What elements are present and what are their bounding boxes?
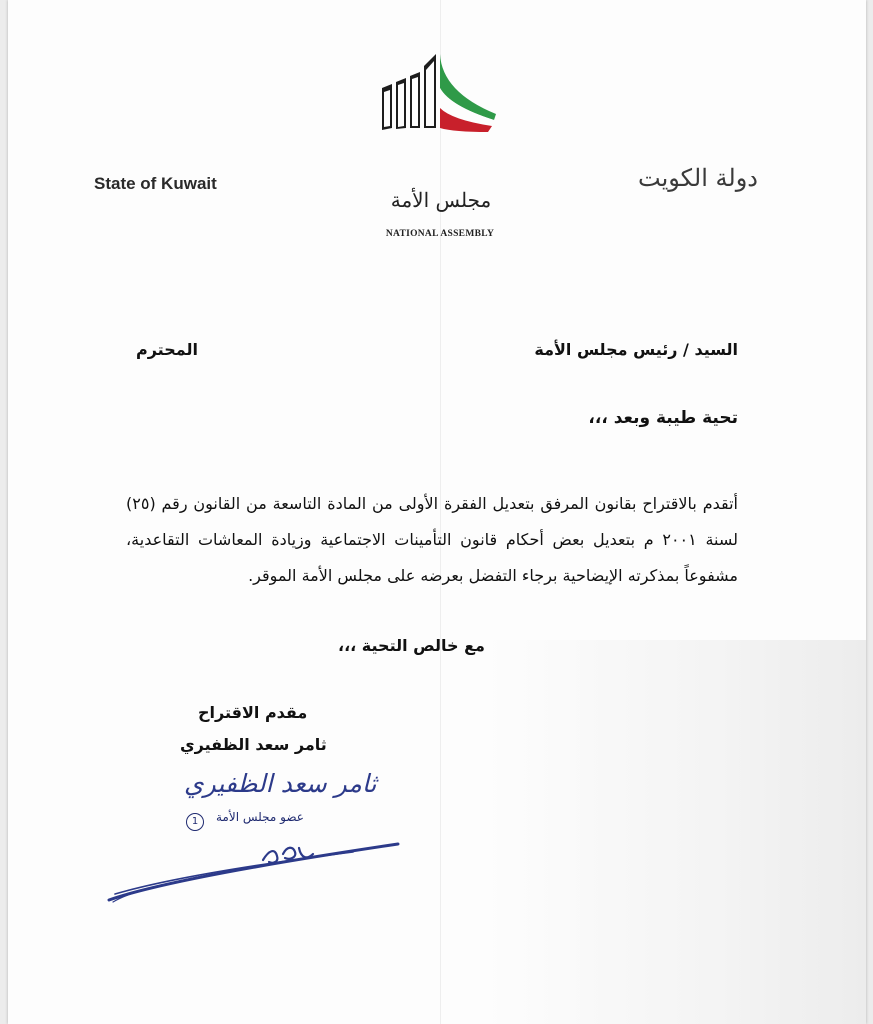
letter-addressee: السيد / رئيس مجلس الأمة	[534, 340, 738, 359]
signature-stamp-text: عضو مجلس الأمة	[216, 810, 304, 824]
signature-title: مقدم الاقتراح	[198, 703, 308, 722]
letter-page	[8, 0, 866, 1024]
state-name-english: State of Kuwait	[94, 174, 217, 193]
assembly-name-english: NATIONAL ASSEMBLY	[385, 229, 495, 239]
assembly-name-arabic: مجلس الأمة	[390, 188, 492, 212]
page-shadow	[486, 640, 866, 1024]
letter-honorific: المحترم	[136, 340, 198, 359]
state-name-arabic: دولة الكويت	[638, 164, 758, 192]
handwritten-signature-name: ثامر سعد الظفيري	[184, 769, 377, 798]
letter-closing: مع خالص التحية ،،،	[338, 636, 485, 655]
signature-stamp-number: 1	[186, 813, 204, 831]
letter-greeting: تحية طيبة وبعد ،،،	[588, 408, 738, 428]
letter-body: أتقدم بالاقتراح بقانون المرفق بتعديل الفقرة الأولى من المادة التاسعة من القانون رقم (٢٥) لسنة ٢٠٠١ م بتعديل بعض أحكام قانون التأمينات الاجتماعية وزيادة المعاشات التقاعدية، مشفوعاً بمذكرته الإيضاحية برجاء التفضل بعرضه على مجلس الأمة الموقر.	[126, 494, 739, 585]
signature-scribble	[103, 830, 413, 910]
national-assembly-logo	[370, 48, 510, 239]
signature-name: ثامر سعد الظفيري	[180, 735, 327, 754]
assembly-emblem-icon	[370, 48, 510, 188]
